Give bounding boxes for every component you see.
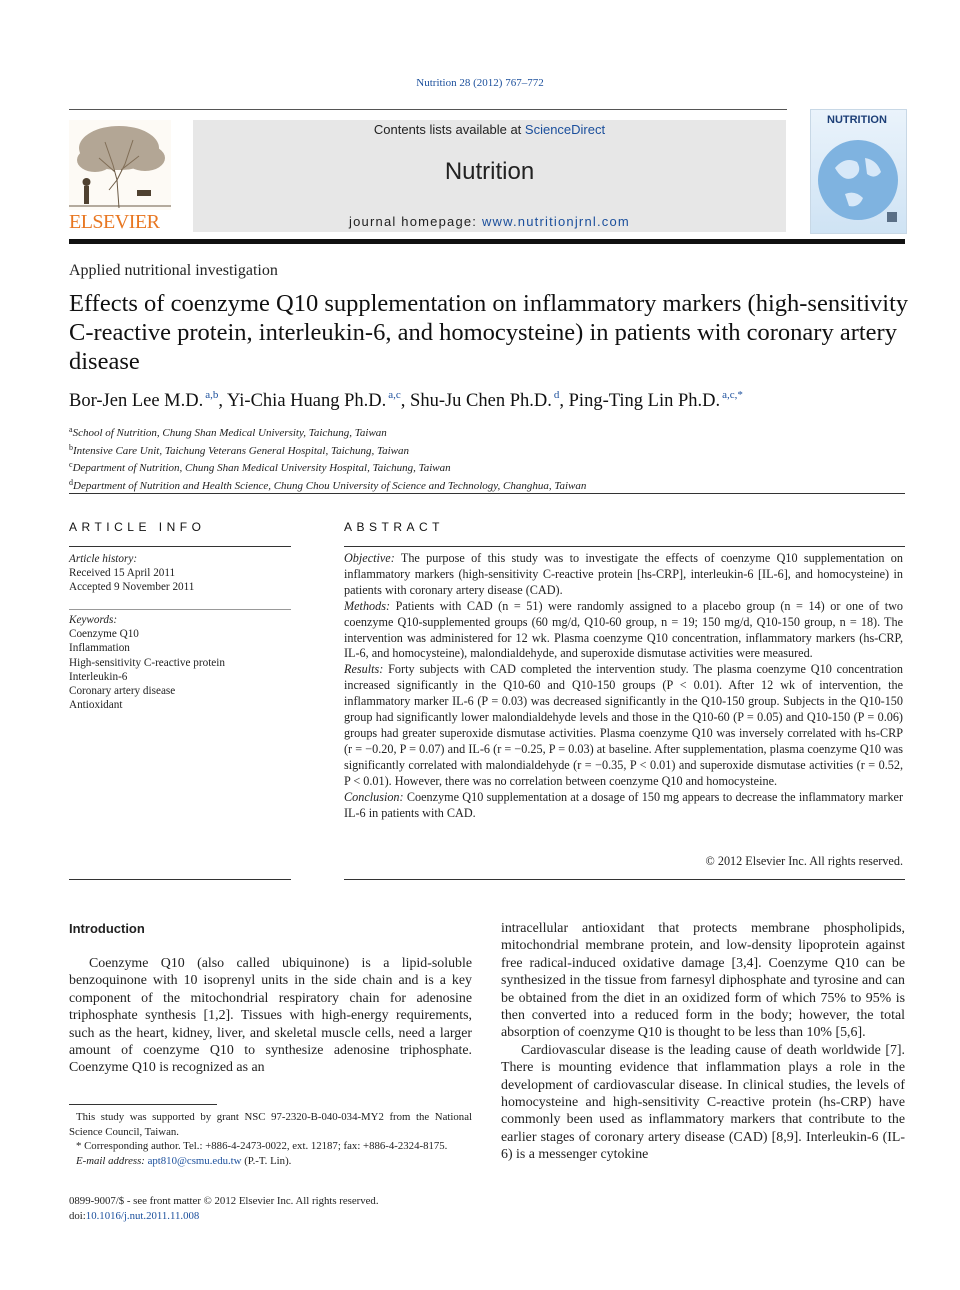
affiliation-item xyxy=(69,476,909,494)
doi-line xyxy=(69,1209,472,1224)
header-thick-rule xyxy=(69,239,905,244)
author-name[interactable]: Shu-Ju Chen Ph.D. xyxy=(410,391,552,411)
keyword-item: Interleukin-6 xyxy=(69,670,128,683)
affiliation-mark: b xyxy=(69,442,73,452)
keywords-label: Keywords: xyxy=(69,614,118,626)
article-info-rule xyxy=(69,546,291,547)
abstract-rule xyxy=(344,546,905,547)
issn-line: 0899-9007/$ - see front matter © 2012 Elsevier Inc. All rights reserved. xyxy=(69,1195,379,1207)
abstract-copyright: © 2012 Elsevier Inc. All rights reserved. xyxy=(705,854,903,868)
body-paragraph: Cardiovascular disease is the leading cause of death worldwide [7]. There is mounting evidence that inflammation plays a role in the development of cardiovascular disease. In clinical studies, the levels of homocysteine and high-sensitivity C-reactive protein (hs-CRP) have commonly been used as inflammatory markers that contribute to the earlier stages of coronary artery disease (CAD) [8,9]. Interleukin-6 (IL-6) is a messenger cytokine xyxy=(501,1042,905,1163)
introduction-heading: Introduction xyxy=(69,921,145,936)
contents-prefix: Contents lists available at xyxy=(373,122,525,137)
article-section: Applied nutritional investigation xyxy=(69,262,278,279)
body-left-column xyxy=(69,955,472,1077)
affiliation-item xyxy=(69,458,909,476)
email-note xyxy=(69,1154,472,1169)
keyword-item: High-sensitivity C-reactive protein xyxy=(69,656,225,669)
author-affiliation-mark[interactable]: a,b xyxy=(205,389,219,401)
header-rule xyxy=(69,109,787,110)
tree-logo-icon xyxy=(69,120,171,210)
affiliation-text: School of Nutrition, Chung Shan Medical University, Taichung, Taiwan xyxy=(72,427,387,439)
keyword-item: Coenzyme Q10 xyxy=(69,628,139,641)
methods-label: Methods: xyxy=(344,598,391,613)
results-label: Results: xyxy=(344,662,384,677)
contents-line xyxy=(193,122,786,137)
publisher-logo[interactable] xyxy=(69,120,171,232)
keywords-rule xyxy=(69,609,291,610)
abstract-methods xyxy=(344,599,903,663)
corresponding-author-note: * Corresponding author. Tel.: +886-4-2473-0022, ext. 12187; fax: +886-4-2324-8175. xyxy=(76,1140,448,1153)
abstract-heading: ABSTRACT xyxy=(344,520,445,534)
article-title: Effects of coenzyme Q10 supplementation on inflammatory markers (high-sensitivity C-reactive protein, interleukin-6, and homocysteine) in patients with coronary artery disease xyxy=(69,290,909,375)
front-matter-info xyxy=(69,1194,472,1224)
sciencedirect-link[interactable]: ScienceDirect xyxy=(524,122,606,137)
author-separator: , xyxy=(400,391,411,411)
email-owner: (P.-T. Lin). xyxy=(244,1154,292,1167)
author-separator: , xyxy=(218,391,227,411)
homepage-link[interactable]: www.nutritionjrnl.com xyxy=(481,214,630,229)
journal-name: Nutrition xyxy=(444,158,535,185)
globe-icon xyxy=(815,128,901,228)
affiliation-mark: a xyxy=(69,425,73,434)
history-label: Article history: xyxy=(69,553,138,565)
affiliation-list xyxy=(69,423,909,493)
objective-text: The purpose of this study was to investigate the effects of coenzyme Q10 supplementation on inflammatory markers (high-sensitivity C-reactive protein [hs-CRP], interleukin-6 [IL-6], and homocysteine) in patients with coronary artery disease (CAD). xyxy=(344,551,903,597)
email-link[interactable]: apt810@csmu.edu.tw xyxy=(147,1154,242,1167)
publisher-name: ELSEVIER xyxy=(69,211,160,233)
author-affiliation-mark[interactable]: d xyxy=(553,389,560,401)
journal-citation[interactable]: Nutrition 28 (2012) 767–772 xyxy=(416,77,544,89)
author-name[interactable]: Yi-Chia Huang Ph.D. xyxy=(226,391,387,411)
article-history xyxy=(69,552,291,595)
received-date: Received 15 April 2011 xyxy=(69,567,176,580)
author-list xyxy=(69,389,909,412)
cover-title: NUTRITION xyxy=(827,114,887,126)
abstract-conclusion xyxy=(344,790,903,822)
methods-text: Patients with CAD (n = 51) were randomly assigned to a placebo group (n = 14) or one of two coenzyme Q10-supplemented groups (60 mg/d, Q10-60 group, n = 19; 150 mg/d, Q10-150 group, n = 18). The intervention was administered for 12 wk. Plasma coenzyme Q10 concentration, inflammatory markers (hs-CRP, IL-6, and homocysteine), malondialdehyde, and superoxide dismutase activities were measured. xyxy=(344,598,904,661)
conclusion-text: Coenzyme Q10 supplementation at a dosage of 150 mg appears to decrease the inflammatory marker IL-6 in patients with CAD. xyxy=(344,789,904,820)
body-paragraph: Coenzyme Q10 (also called ubiquinone) is a lipid-soluble benzoquinone with 10 isoprenyl units in the side chain and is a key component of the mitochondrial respiratory chain for adenosine triphosphate synthesis [1,2]. Tissues with high-energy requirements, such as the heart, kidney, liver, and skeletal muscle cells, need a larger amount of coenzyme Q10 to synthesize adenosine triphosphate. Coenzyme Q10 is recognized as an xyxy=(69,956,472,1076)
keywords xyxy=(69,613,291,712)
accepted-date: Accepted 9 November 2011 xyxy=(69,581,195,594)
affiliation-item xyxy=(69,423,909,441)
author-name[interactable]: Ping-Ting Lin Ph.D. xyxy=(568,391,721,411)
affiliation-text: Department of Nutrition, Chung Shan Medical University Hospital, Taichung, Taiwan xyxy=(72,462,451,474)
journal-banner xyxy=(193,120,786,232)
homepage-line xyxy=(193,214,786,229)
affiliation-rule xyxy=(69,493,905,494)
body-paragraph: intracellular antioxidant that protects membrane phospholipids, mitochondrial membrane protein, and low-density lipoprotein against free radical-induced oxidative damage [3,4]. Coenzyme Q10 can be synthesized in the tissue from farnesyl diphosphate and tyrosine and can be obtained from the diet in an oxidized form of which 75% to 95% is then converted into a reduced form in the body; however, the total absorption of coenzyme Q10 is thought to be less than 10% [5,6]. xyxy=(501,921,905,1041)
doi-label: doi: xyxy=(69,1210,86,1222)
author-name[interactable]: Bor-Jen Lee M.D. xyxy=(69,391,204,411)
author-separator: , xyxy=(559,391,569,411)
footnote-rule xyxy=(69,1104,217,1105)
funding-note: This study was supported by grant NSC 97-2320-B-040-034-MY2 from the National Science Council, Taiwan. xyxy=(69,1111,472,1138)
email-label: E-mail address: xyxy=(76,1154,145,1167)
objective-label: Objective: xyxy=(344,551,395,565)
abstract-objective xyxy=(344,551,903,599)
homepage-prefix: journal homepage: xyxy=(349,214,482,229)
keyword-item: Coronary artery disease xyxy=(69,685,176,698)
footnotes xyxy=(69,1110,472,1168)
affiliation-mark: d xyxy=(69,477,73,487)
author-affiliation-mark[interactable]: a,c,* xyxy=(722,389,743,401)
affiliation-text: Department of Nutrition and Health Science, Chung Chou University of Science and Technology, Changhua, Taiwan xyxy=(73,479,587,492)
article-info-bottom-rule xyxy=(69,879,291,880)
abstract-bottom-rule xyxy=(344,879,905,880)
body-right-column xyxy=(501,920,905,1164)
abstract-body xyxy=(344,551,903,821)
doi-link[interactable]: 10.1016/j.nut.2011.11.008 xyxy=(85,1210,200,1222)
article-info-heading: ARTICLE INFO xyxy=(69,520,206,534)
conclusion-label: Conclusion: xyxy=(344,789,404,804)
journal-cover[interactable] xyxy=(810,109,907,234)
affiliation-text: Intensive Care Unit, Taichung Veterans General Hospital, Taichung, Taiwan xyxy=(73,444,410,457)
affiliation-mark: c xyxy=(69,460,73,469)
affiliation-item xyxy=(69,441,909,459)
author-affiliation-mark[interactable]: a,c xyxy=(388,389,401,401)
abstract-results xyxy=(344,662,903,789)
results-text: Forty subjects with CAD completed the intervention study. The plasma coenzyme Q10 concentration increased significantly in the Q10-60 and Q10-150 groups (P < 0.01). After 12 wk of intervention, the inflammatory marker IL-6 (P = 0.03) was decreased significantly in the Q10-150 group. Subjects in the Q10-150 group had significantly lower malondialdehyde levels and those in the Q10-60 (P = 0.05) and Q10-150 (P = 0.06) groups had greater superoxide dismutase activities. Plasma coenzyme Q10 was inversely correlated with hs-CRP (r = −0.20, P = 0.07) and IL-6 (r = −0.25, P = 0.03) at baseline. After supplementation, plasma coenzyme Q10 was significantly correlated with malondialdehyde (r = −0.35, P < 0.01) and superoxide dismutase activities (r = 0.52, P < 0.01). However, there was no correlation between coenzyme Q10 and homocysteine. xyxy=(344,662,903,788)
keyword-item: Antioxidant xyxy=(69,699,123,712)
keyword-item: Inflammation xyxy=(69,642,130,655)
